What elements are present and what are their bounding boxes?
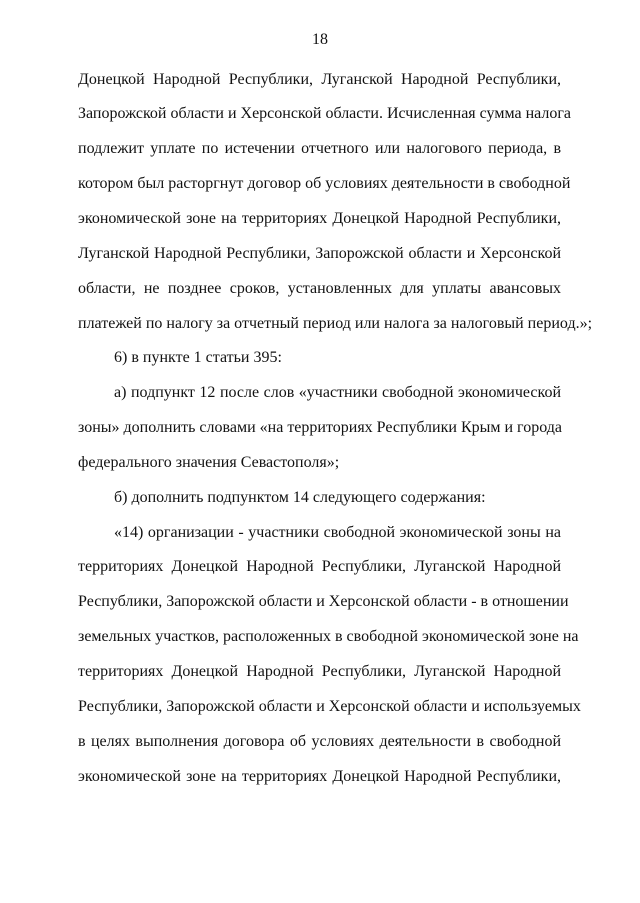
text-line: Луганской Народной Республики, Запорожской области и Херсонской xyxy=(78,245,561,262)
page-number: 18 xyxy=(312,31,328,48)
text-line: 6) в пункте 1 статьи 395: xyxy=(114,349,282,366)
text-line: в целях выполнения договора об условиях деятельности в свободной xyxy=(78,733,561,750)
text-line: котором был расторгнут договор об условиях деятельности в свободной xyxy=(78,175,571,192)
text-line: платежей по налогу за отчетный период или налога за налоговый период.»; xyxy=(78,315,593,332)
text-line: зоны» дополнить словами «на территориях Республики Крым и города xyxy=(78,419,562,436)
text-line: Донецкой Народной Республики, Луганской Народной Республики, xyxy=(78,71,561,88)
text-line: «14) организации - участники свободной экономической зоны на xyxy=(114,524,561,541)
text-line: территориях Донецкой Народной Республики, Луганской Народной xyxy=(78,558,561,575)
text-line: а) подпункт 12 после слов «участники свободной экономической xyxy=(114,384,561,401)
text-line: экономической зоне на территориях Донецкой Народной Республики, xyxy=(78,210,561,227)
text-line: Запорожской области и Херсонской области. Исчисленная сумма налога xyxy=(78,105,572,122)
text-line: земельных участков, расположенных в свободной экономической зоне на xyxy=(78,628,579,645)
text-line: области, не позднее сроков, установленных для уплаты авансовых xyxy=(78,280,561,297)
text-line: Республики, Запорожской области и Херсонской области и используемых xyxy=(78,698,581,715)
text-line: Республики, Запорожской области и Херсонской области - в отношении xyxy=(78,593,569,610)
text-line: экономической зоне на территориях Донецкой Народной Республики, xyxy=(78,768,561,785)
text-line: подлежит уплате по истечении отчетного или налогового периода, в xyxy=(78,140,561,157)
text-line: б) дополнить подпунктом 14 следующего содержания: xyxy=(114,489,486,506)
text-line: федерального значения Севастополя»; xyxy=(78,454,340,471)
text-line: территориях Донецкой Народной Республики, Луганской Народной xyxy=(78,663,561,680)
